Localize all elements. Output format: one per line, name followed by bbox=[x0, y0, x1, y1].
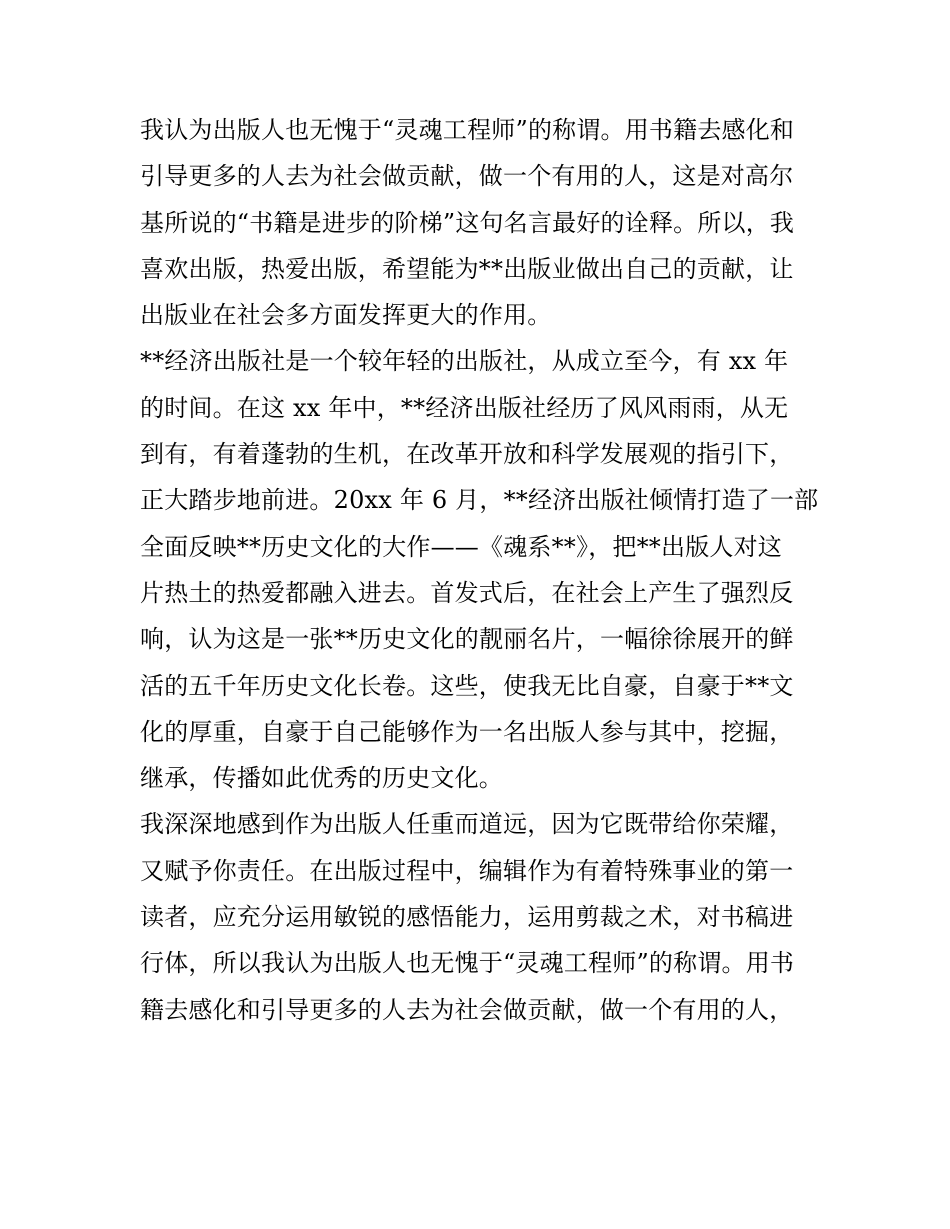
text-line: 继承，传播如此优秀的历史文化。 bbox=[140, 764, 503, 793]
text-line: 读者，应充分运用敏锐的感悟能力，运用剪裁之术，对书稿进 bbox=[140, 903, 794, 932]
text-line: 到有，有着蓬勃的生机，在改革开放和科学发展观的指引下， bbox=[140, 440, 794, 469]
text-line: 响，认为这是一张**历史文化的靓丽名片，一幅徐徐展开的鲜 bbox=[140, 625, 794, 654]
text-line: 化的厚重，自豪于自己能够作为一名出版人参与其中，挖掘， bbox=[140, 717, 794, 746]
text-line: 籍去感化和引导更多的人去为社会做贡献，做一个有用的人， bbox=[140, 995, 794, 1024]
text-line: 我认为出版人也无愧于“灵魂工程师”的称谓。用书籍去感化和 bbox=[140, 116, 795, 144]
text-line: 基所说的“书籍是进步的阶梯”这句名言最好的诠释。所以，我 bbox=[140, 208, 795, 237]
text-line: 我深深地感到作为出版人任重而道远，因为它既带给你荣耀， bbox=[140, 810, 794, 839]
text-line: 又赋予你责任。在出版过程中，编辑作为有着特殊事业的第一 bbox=[140, 856, 794, 885]
text-line: 的时间。在这 xx 年中，**经济出版社经历了风风雨雨，从无 bbox=[140, 393, 789, 422]
text-line: 行体，所以我认为出版人也无愧于“灵魂工程师”的称谓。用书 bbox=[140, 949, 795, 978]
text-line: 活的五千年历史文化长卷。这些，使我无比自豪，自豪于**文 bbox=[140, 671, 794, 700]
text-line: 引导更多的人去为社会做贡献，做一个有用的人，这是对高尔 bbox=[140, 162, 794, 191]
text-line: 全面反映**历史文化的大作——《魂系**》，把**出版人对这 bbox=[140, 532, 782, 561]
text-line: 片热土的热爱都融入进去。首发式后，在社会上产生了强烈反 bbox=[140, 578, 794, 607]
text-line: 正大踏步地前进。20xx 年 6 月，**经济出版社倾情打造了一部 bbox=[140, 486, 819, 515]
body-text bbox=[140, 107, 820, 1033]
text-line: 出版业在社会多方面发挥更大的作用。 bbox=[140, 301, 552, 330]
text-line: **经济出版社是一个较年轻的出版社，从成立至今，有 xx 年 bbox=[140, 347, 789, 376]
text-line: 喜欢出版，热爱出版，希望能为**出版业做出自己的贡献，让 bbox=[140, 254, 794, 283]
